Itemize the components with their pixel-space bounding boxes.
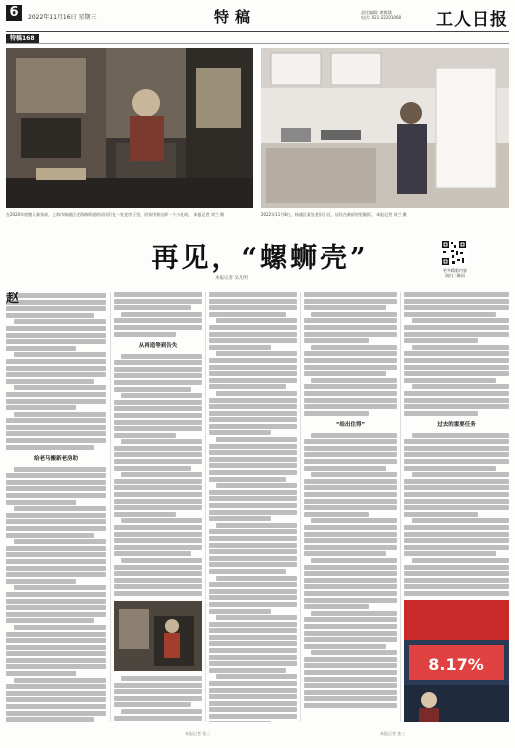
drop-cap: 赵 xyxy=(6,292,20,306)
column-subhead: 从再造等到告失 xyxy=(138,342,178,349)
left-caption-text: 在2020年底搬入新家前，上海市杨浦区定海路街道的居民们在一处老房子里，居家用着这样一个小灶间。 xyxy=(6,212,193,217)
right-photo xyxy=(261,48,509,208)
column-divider xyxy=(300,292,301,722)
column-divider xyxy=(110,292,111,722)
column-subhead: 过去的重要任务 xyxy=(437,421,476,428)
right-caption-credit: 本报记者 刘兰 摄 xyxy=(376,212,407,217)
feature-issue-tag xyxy=(6,34,39,43)
feature-band xyxy=(6,33,509,44)
right-photo-caption xyxy=(261,212,509,218)
lottery-display-photo xyxy=(404,600,509,722)
column-subhead: 给老马搬新老房助 xyxy=(33,455,78,462)
column-subhead: “给出住得” xyxy=(335,421,366,428)
text-column-4 xyxy=(304,292,397,722)
left-photo xyxy=(6,48,253,208)
text-column-3 xyxy=(209,292,297,722)
byline: 本报记者 吴凡明 xyxy=(215,276,248,281)
qr-code-icon[interactable] xyxy=(441,240,467,266)
left-caption-credit: 本报记者 刘兰 摄 xyxy=(193,212,225,217)
text-column-2 xyxy=(114,292,202,722)
issue-date: 2022年11月16日 星期三 xyxy=(28,14,97,21)
editor-info: 责任编辑: 黄敬涵 电话: 021-22101068 xyxy=(361,10,402,20)
section-title: 特稿 xyxy=(214,8,257,26)
qr-caption: 更多精彩内容 请扫二维码 xyxy=(443,268,467,278)
bottom-credit-right: 本报记者 张三 xyxy=(380,731,406,736)
text-column-5 xyxy=(404,292,509,597)
right-caption-text: 2022年11月8日，杨浦区某处老旧小区，居民在新厨房里做饭。 xyxy=(261,212,375,217)
feature-issue-label: 特稿168 xyxy=(10,35,35,42)
new-kitchen-photo xyxy=(261,48,509,208)
bottom-credit: 本报记者 张三 xyxy=(185,731,211,736)
text-column-1 xyxy=(6,292,106,722)
banner-number: 8.17% xyxy=(428,655,484,674)
newspaper-logo: 工人日报 xyxy=(436,10,508,30)
cramped-kitchen-photo xyxy=(6,48,253,208)
bottom-right-photo xyxy=(404,600,509,722)
page-number: 6 xyxy=(6,5,22,21)
market-photo xyxy=(114,601,202,671)
inline-photo-market xyxy=(114,601,202,671)
masthead xyxy=(6,4,509,32)
main-headline: 再见，“螺蛳壳” xyxy=(151,243,369,274)
column-divider xyxy=(400,292,401,722)
left-photo-caption xyxy=(6,212,253,218)
column-divider xyxy=(205,292,206,722)
